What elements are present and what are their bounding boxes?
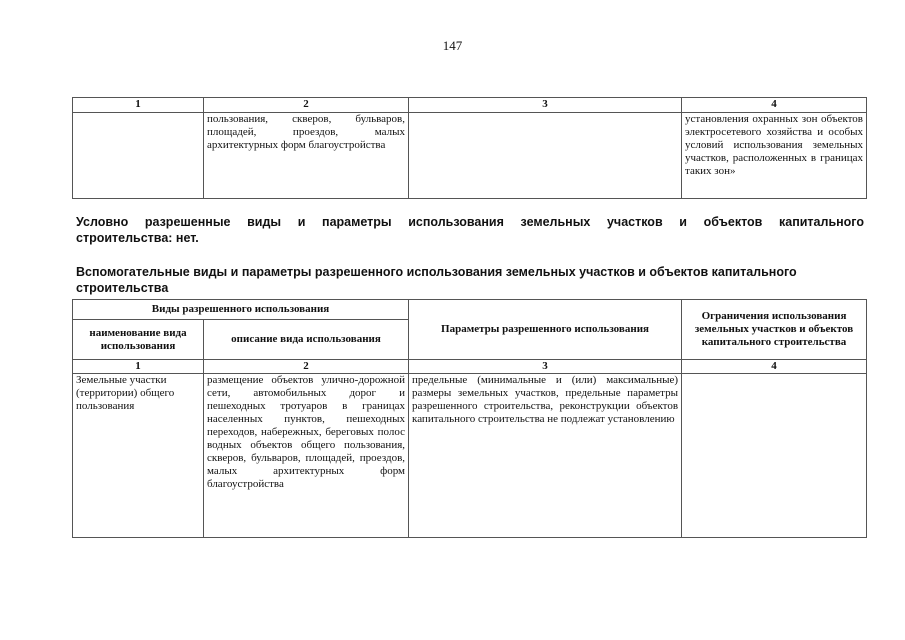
table-cell: [73, 113, 204, 199]
table-number-row: [73, 360, 867, 374]
section-heading-conditional: [76, 214, 864, 246]
table-cell: Земельные участки (территории) общего пользования: [73, 374, 204, 538]
column-number: 3: [409, 98, 682, 113]
table-row: [73, 374, 867, 538]
table-cell: установления охранных зон объектов электросетевого хозяйства и особых условий использования земельных участков, расположенных в границах таких зон»: [682, 113, 867, 199]
table-cell: [409, 113, 682, 199]
auxiliary-uses-table: [72, 299, 867, 538]
table-header-row: [73, 300, 867, 320]
heading-line: строительства: нет.: [76, 231, 199, 245]
heading-line: Условно разрешенные виды и параметры использования земельных участков и объектов капитального: [76, 215, 864, 229]
page-number: 147: [442, 38, 463, 53]
column-number: 3: [409, 360, 682, 374]
column-header: Ограничения использования земельных участков и объектов капитального строительства: [682, 300, 867, 360]
table-cell: размещение объектов улично-дорожной сети, автомобильных дорог и пешеходных тротуаров в границах населенных пунктов, пешеходных переходов, набережных, береговых полос водных объектов общего пользования, скверов, бульваров, площадей, проездов, малых архитектурных форм благоустройства: [204, 374, 409, 538]
column-number: 4: [682, 360, 867, 374]
column-header: наименование вида использования: [73, 320, 204, 360]
column-number: 1: [73, 360, 204, 374]
column-number: 4: [682, 98, 867, 113]
column-header: описание вида использования: [204, 320, 409, 360]
section-heading-auxiliary: Вспомогательные виды и параметры разрешенного использования земельных участков и объектов капитального строительства: [76, 265, 797, 295]
continuation-table: [72, 97, 867, 199]
table-cell: пользования, скверов, бульваров, площадей, проездов, малых архитектурных форм благоустройства: [204, 113, 409, 199]
column-number: 1: [73, 98, 204, 113]
table-cell: предельные (минимальные и (или) максимальные) размеры земельных участков, предельные параметры разрешенного строительства, реконструкции объектов капитального строительства не подлежат установлению: [409, 374, 682, 538]
table-row: [73, 113, 867, 199]
column-number: 2: [204, 98, 409, 113]
table-number-row: [73, 98, 867, 113]
group-header: Виды разрешенного использования: [73, 300, 409, 320]
table-cell: [682, 374, 867, 538]
column-number: 2: [204, 360, 409, 374]
column-header: Параметры разрешенного использования: [409, 300, 682, 360]
